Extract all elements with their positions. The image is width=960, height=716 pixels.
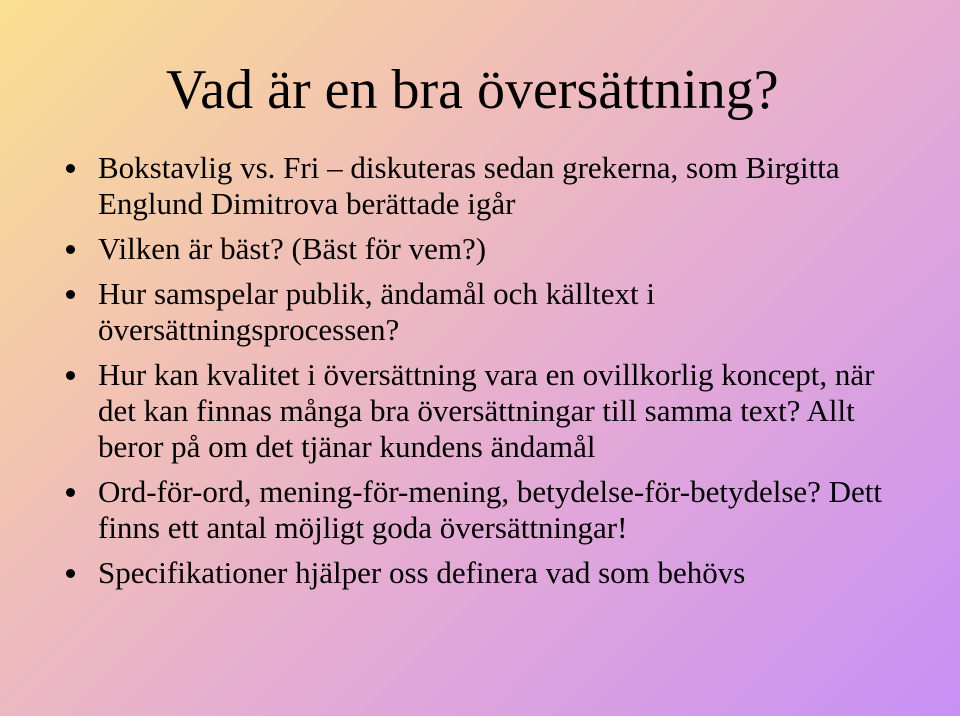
slide-title: Vad är en bra översättning? bbox=[166, 59, 779, 121]
bullet-dot-icon bbox=[66, 290, 75, 299]
bullet-item bbox=[66, 276, 896, 348]
bullet-text: Vilken är bäst? (Bäst för vem?) bbox=[98, 231, 487, 266]
bullet-item bbox=[66, 555, 896, 591]
bullet-dot-icon bbox=[66, 245, 75, 254]
bullet-dot-icon bbox=[66, 488, 75, 497]
bullet-item bbox=[66, 474, 896, 546]
bullet-item bbox=[66, 231, 896, 267]
bullet-item bbox=[66, 357, 896, 465]
bullet-item bbox=[66, 150, 896, 222]
bullet-text: Ord-för-ord, mening-för-mening, betydelse-för-betydelse? Dett finns ett antal möjligt goda översättningar! bbox=[98, 474, 883, 545]
bullet-text: Hur samspelar publik, ändamål och källtext i översättningsprocessen? bbox=[98, 276, 655, 347]
bullet-dot-icon bbox=[66, 569, 75, 578]
bullet-list bbox=[66, 150, 896, 600]
bullet-text: Specifikationer hjälper oss definera vad som behövs bbox=[98, 555, 746, 590]
bullet-text: Hur kan kvalitet i översättning vara en ovillkorlig koncept, när det kan finnas många bra översättningar till samma text? Allt beror på om det tjänar kundens ändamål bbox=[98, 357, 875, 464]
bullet-dot-icon bbox=[66, 371, 75, 380]
bullet-dot-icon bbox=[66, 164, 75, 173]
bullet-text: Bokstavlig vs. Fri – diskuteras sedan grekerna, som Birgitta Englund Dimitrova berättade igår bbox=[98, 150, 840, 221]
